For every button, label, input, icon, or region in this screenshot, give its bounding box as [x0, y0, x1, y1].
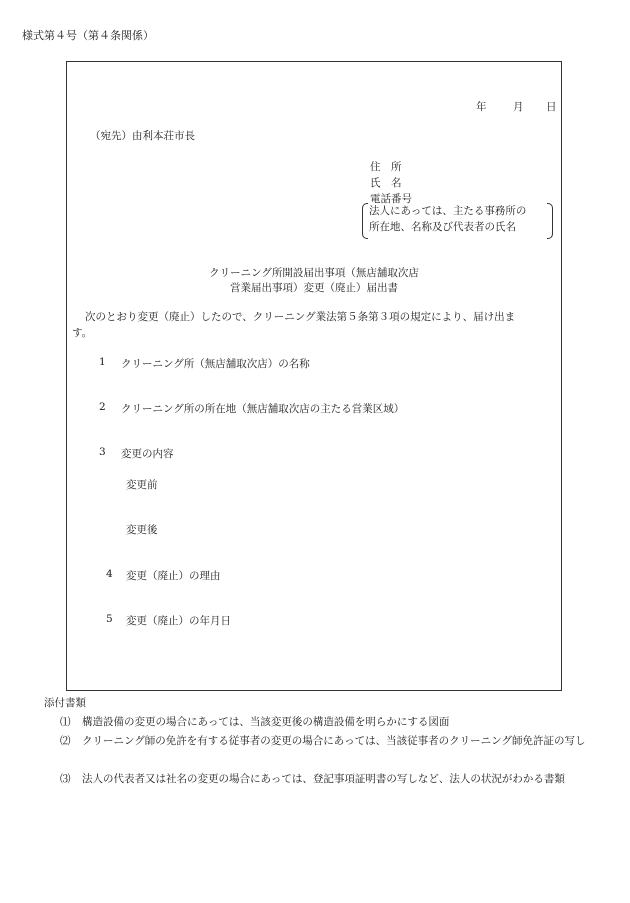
- left-bracket: [362, 203, 368, 239]
- phone-label: 電話番号: [370, 193, 412, 205]
- item-4-label: 変更（廃止）の理由: [126, 570, 221, 582]
- attachment-3: [60, 770, 605, 788]
- title-line1: クリーニング所開設届出事項（無店舗取次店: [209, 267, 419, 279]
- addressee: （宛先）由利本荘市長: [90, 130, 195, 142]
- form-frame: [66, 61, 562, 691]
- item-5-label: 変更（廃止）の年月日: [126, 615, 231, 627]
- item-3-number: 3: [99, 446, 106, 458]
- title-line2: 営業届出事項）変更（廃止）届出書: [230, 282, 398, 294]
- attachment-3-number: ⑶: [60, 773, 71, 785]
- attachments-heading: 添付書類: [44, 697, 86, 709]
- corporate-note-line1: 法人にあっては、主たる事務所の: [369, 205, 527, 217]
- corporate-note-line2: 所在地、名称及び代表者の氏名: [369, 221, 516, 233]
- attachment-2: [60, 732, 605, 750]
- change-after-label: 変更後: [126, 524, 158, 536]
- item-5-number: 5: [106, 613, 113, 625]
- address-label: 住 所: [370, 161, 402, 173]
- body-line2: す。: [72, 327, 93, 339]
- change-before-label: 変更前: [126, 479, 158, 491]
- attachment-1-text: 構造設備の変更の場合にあっては、当該変更後の構造設備を明らかにする図面: [82, 716, 450, 728]
- date-month-label: 月: [513, 101, 524, 113]
- corporate-note: [362, 203, 553, 239]
- form-number: 様式第４号（第４条関係）: [22, 29, 154, 42]
- attachment-1-number: ⑴: [60, 716, 71, 728]
- body-line1: 次のとおり変更（廃止）したので、クリーニング業法第５条第３項の規定により、届け出ま: [85, 311, 516, 323]
- item-1-label: クリーニング所（無店舗取次店）の名称: [121, 358, 310, 370]
- item-2-number: 2: [99, 401, 106, 413]
- attachment-1: [60, 713, 605, 731]
- right-bracket: [547, 203, 553, 239]
- item-1-number: 1: [99, 356, 106, 368]
- date-day-label: 日: [546, 101, 557, 113]
- attachment-2-text: クリーニング師の免許を有する従事者の変更の場合にあっては、当該従事者のクリーニング師免許証の写し: [82, 735, 586, 747]
- attachment-2-number: ⑵: [60, 735, 71, 747]
- item-3-label: 変更の内容: [121, 448, 174, 460]
- body-text: [85, 309, 560, 325]
- date-year-label: 年: [476, 101, 487, 113]
- name-label: 氏 名: [370, 177, 402, 189]
- item-2-label: クリーニング所の所在地（無店舗取次店の主たる営業区域）: [121, 403, 405, 415]
- attachment-3-text: 法人の代表者又は社名の変更の場合にあっては、登記事項証明書の写しなど、法人の状況がわかる書類: [82, 773, 565, 785]
- item-4-number: 4: [106, 568, 113, 580]
